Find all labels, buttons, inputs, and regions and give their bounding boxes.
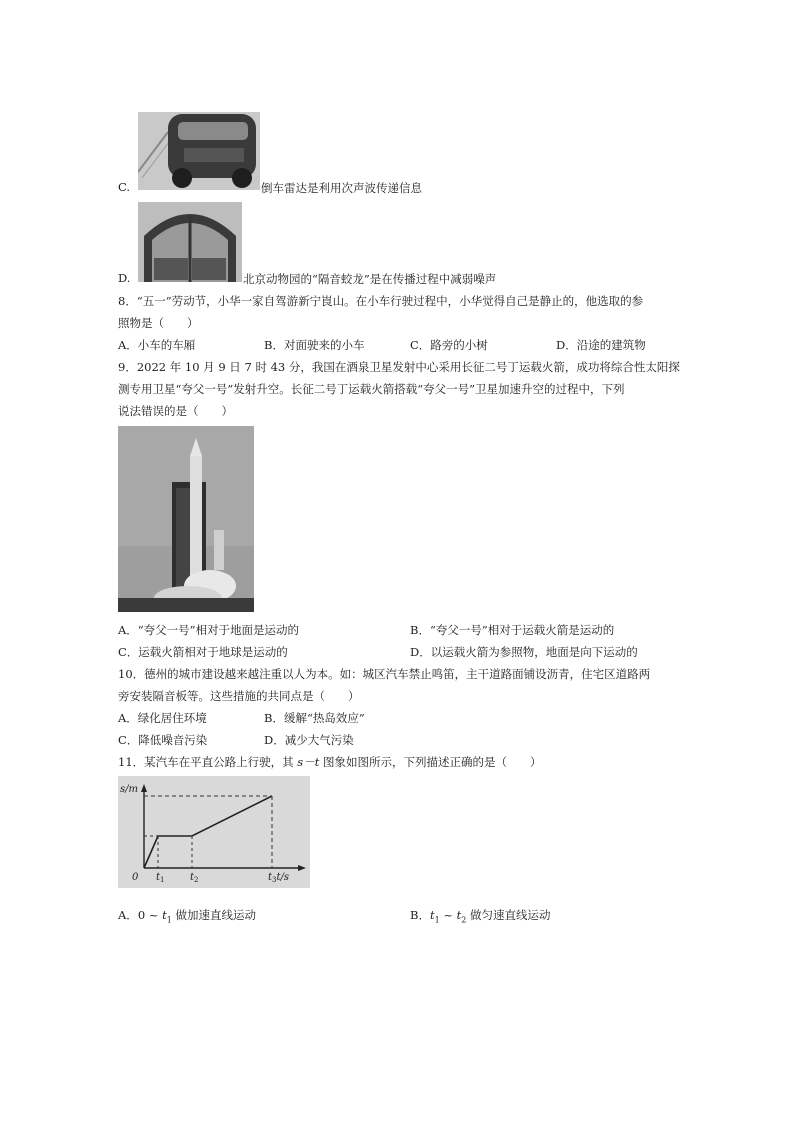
q7-option-c-text: 倒车雷达是利用次声波传递信息 [261,181,422,195]
graph-ylabel: s/m [120,784,138,795]
q10-stem-line2: 旁安装隔音板等。这些措施的共同点是（ ） [118,689,360,703]
q9-option-a: A．“夸父一号”相对于地面是运动的 [118,623,300,637]
q9-option-b: B．“夸父一号”相对于运载火箭是运动的 [410,623,615,637]
q7-option-d-letter: D. [118,271,131,285]
sound-barrier-image [138,202,242,282]
q10-option-a: A．绿化居住环境 [118,711,207,725]
graph-t2-label: $t_2$ [190,872,199,884]
q8-option-c: C．路旁的小树 [410,338,488,352]
q9-option-c: C．运载火箭相对于地球是运动的 [118,645,288,659]
q9-stem-line3: 说法错误的是（ ） [118,404,233,418]
s-t-graph [118,776,310,888]
q7-option-d-text: 北京动物园的“隔音蛟龙”是在传播过程中减弱噪声 [243,272,497,286]
q11-stem: 11．某汽车在平直公路上行驶，其 s－t 图象如图所示，下列描述正确的是（ ） [118,755,542,769]
q8-option-d: D．沿途的建筑物 [556,338,646,352]
reversing-radar-image [138,112,260,190]
q7-option-c-letter: C. [118,180,131,194]
graph-t1-label: $t_1$ [156,872,165,884]
q9-stem-line1: 9．2022 年 10 月 9 日 7 时 43 分，我国在酒泉卫星发射中心采用长征二号丁运载火箭，成功将综合性太阳探 [118,360,680,374]
q8-stem-line2: 照物是（ ） [118,316,199,330]
q8-stem-line1: 8．“五一”劳动节，小华一家自驾游新宁崀山。在小车行驶过程中，小华觉得自己是静止的，他选取的参 [118,294,644,308]
q8-option-b: B．对面驶来的小车 [264,338,365,352]
q10-option-b: B．缓解“热岛效应” [264,711,365,725]
rocket-launch-image [118,426,254,612]
q11-stem-variable: s－t [297,755,320,769]
graph-t3-label: $t_3t/s$ [268,872,290,884]
q10-stem-line1: 10．德州的城市建设越来越注重以人为本。如：城区汽车禁止鸣笛，主干道路面铺设沥青，住宅区道路两 [118,667,651,681]
q9-option-d: D．以运载火箭为参照物，地面是向下运动的 [410,645,638,659]
q11-option-a: A．0 ~ $t_1$ 做加速直线运动 [118,908,256,925]
q9-stem-line2: 测专用卫星“夸父一号”发射升空。长征二号丁运载火箭搭载“夸父一号”卫星加速升空的过程中，下列 [118,382,625,396]
q8-option-a: A．小车的车厢 [118,338,196,352]
q10-option-c: C．降低噪音污染 [118,733,208,747]
q11-option-b: B．$t_1$ ~ $t_2$ 做匀速直线运动 [410,908,551,925]
q10-option-d: D．减少大气污染 [264,733,354,747]
graph-origin: 0 [132,872,139,883]
